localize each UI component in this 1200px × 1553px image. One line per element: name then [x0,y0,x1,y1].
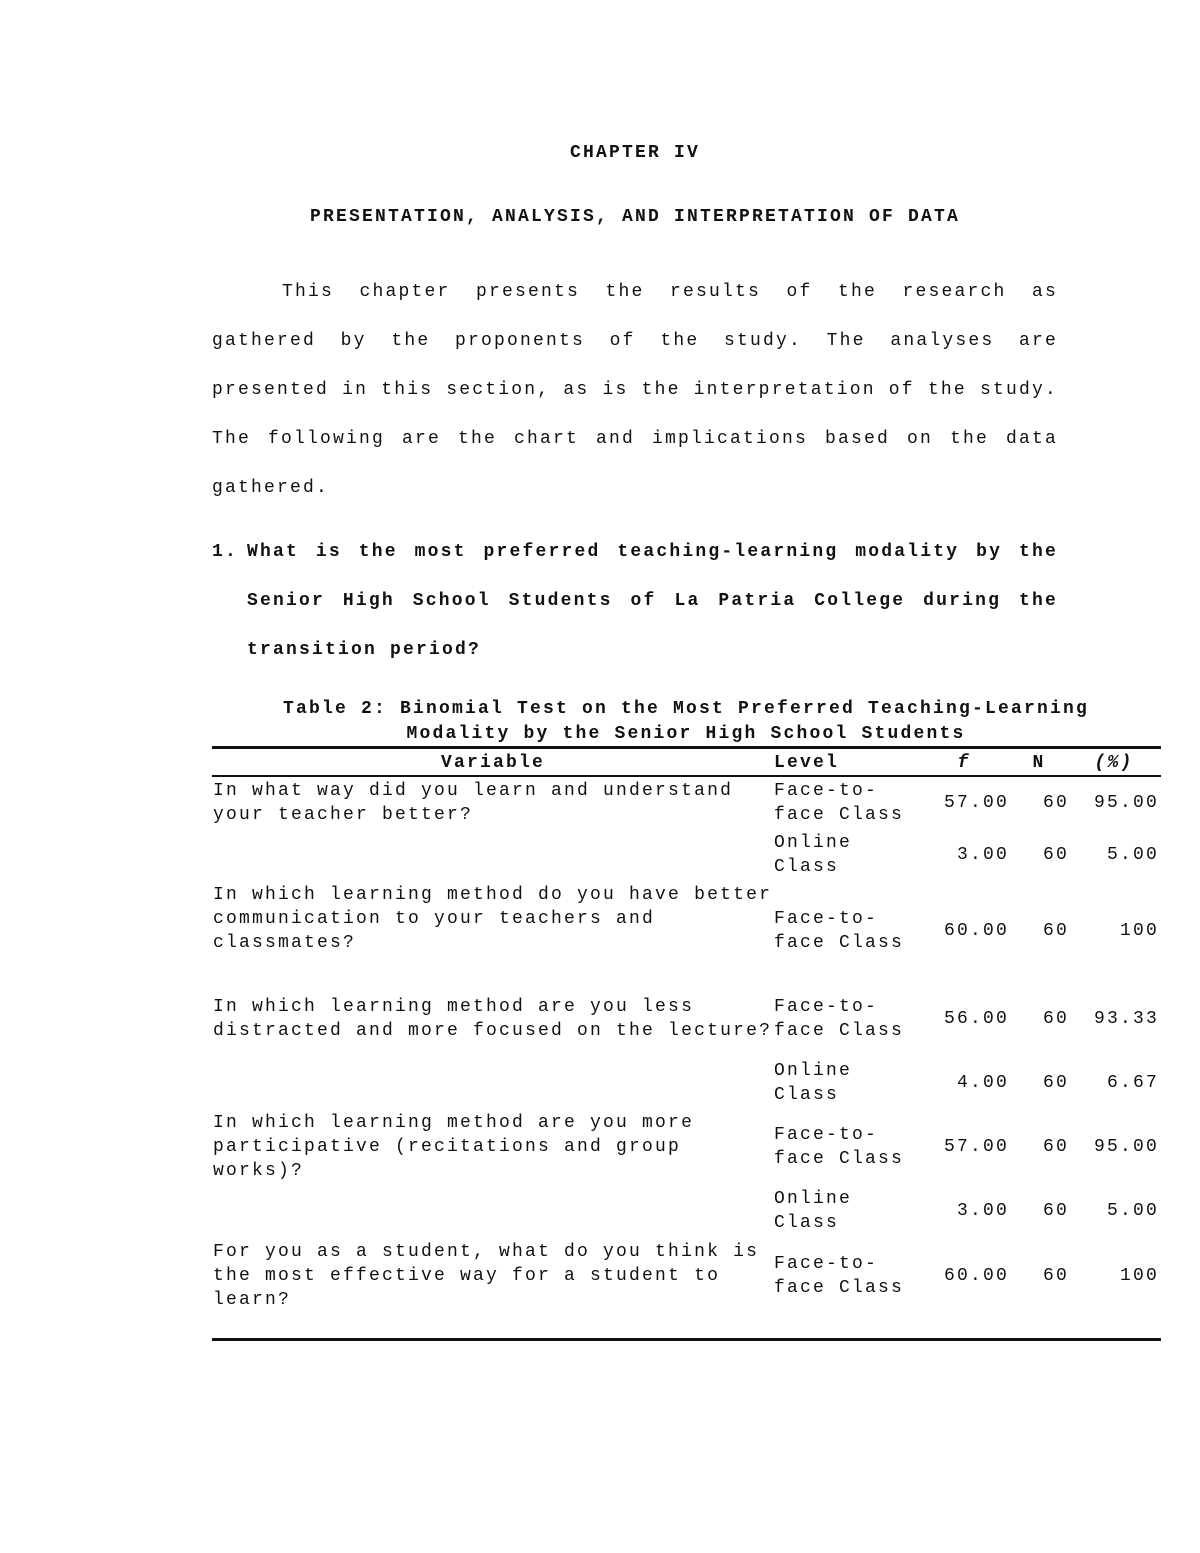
cell-level: Face-to-face Class [774,1254,905,1298]
intro-paragraph: This chapter presents the results of the research as gathered by the proponents of the study. The analyses are presented in this section, as is the interpretation of the study. The following are the chart and implications based on the data gathered. [212,282,1058,498]
cell-f: 3.00 [956,1201,1009,1221]
cell-pct: 5.00 [1106,845,1159,865]
cell-variable: For you as a student, what do you think is the most effective way for a student to learn? [213,1242,760,1310]
question-number: 1. [212,542,239,562]
cell-f: 56.00 [943,1009,1009,1029]
cell-level: Face-to-face Class [774,781,905,825]
cell-f: 4.00 [956,1073,1009,1093]
header-f: f [957,752,971,773]
cell-level: Face-to-face Class [774,909,905,953]
question-text: What is the most preferred teaching-learning modality by the Senior High School Students of La Patria College during the transition period? [247,542,1058,660]
section-heading: PRESENTATION, ANALYSIS, AND INTERPRETATION OF DATA [309,207,961,227]
cell-n: 60 [1042,1201,1069,1221]
cell-n: 60 [1042,921,1069,941]
cell-level: Online Class [774,1061,853,1105]
table-row [212,1187,1161,1235]
cell-level: Online Class [774,833,853,877]
cell-level: Online Class [774,1189,853,1233]
table-caption [212,697,1160,747]
cell-f: 57.00 [943,1137,1009,1157]
table-header [212,750,1161,775]
header-level: Level [774,752,840,773]
cell-variable: In which learning method are you more participative (recitations and group works)? [213,1113,695,1181]
cell-pct: 5.00 [1106,1201,1159,1221]
table-row [212,830,1161,880]
cell-pct: 95.00 [1093,793,1159,813]
cell-variable: In which learning method do you have better communication to your teachers and classmates? [213,885,773,953]
cell-n: 60 [1042,1073,1069,1093]
cell-f: 3.00 [956,845,1009,865]
table-row [212,1238,1161,1314]
cell-pct: 93.33 [1093,1009,1159,1029]
header-bottom-rule [212,775,1161,777]
cell-pct: 95.00 [1093,1137,1159,1157]
header-pct: (%) [1094,752,1134,773]
table-row [212,1059,1161,1107]
table-row [212,882,1161,980]
cell-n: 60 [1042,793,1069,813]
caption-line-1: Table 2: Binomial Test on the Most Preferred Teaching-Learning [282,699,1090,719]
header-n: N [1032,752,1046,773]
table-row [212,983,1161,1055]
header-variable: Variable [440,752,545,773]
cell-n: 60 [1042,1009,1069,1029]
cell-f: 60.00 [943,921,1009,941]
cell-variable: In what way did you learn and understand your teacher better? [213,781,734,825]
table-row [212,1111,1161,1183]
cell-pct: 100 [1119,921,1159,941]
table-row [212,778,1161,828]
cell-pct: 100 [1119,1266,1159,1286]
cell-n: 60 [1042,1137,1069,1157]
cell-n: 60 [1042,845,1069,865]
chapter-title: CHAPTER IV [569,143,701,163]
cell-level: Face-to-face Class [774,1125,905,1169]
cell-variable: In which learning method are you less distracted and more focused on the lecture? [213,997,773,1041]
caption-line-2: Modality by the Senior High School Students [406,724,966,744]
cell-n: 60 [1042,1266,1069,1286]
cell-f: 57.00 [943,793,1009,813]
cell-level: Face-to-face Class [774,997,905,1041]
cell-pct: 6.67 [1106,1073,1159,1093]
table-bottom-rule [212,1338,1161,1341]
cell-f: 60.00 [943,1266,1009,1286]
table-top-rule [212,746,1161,749]
